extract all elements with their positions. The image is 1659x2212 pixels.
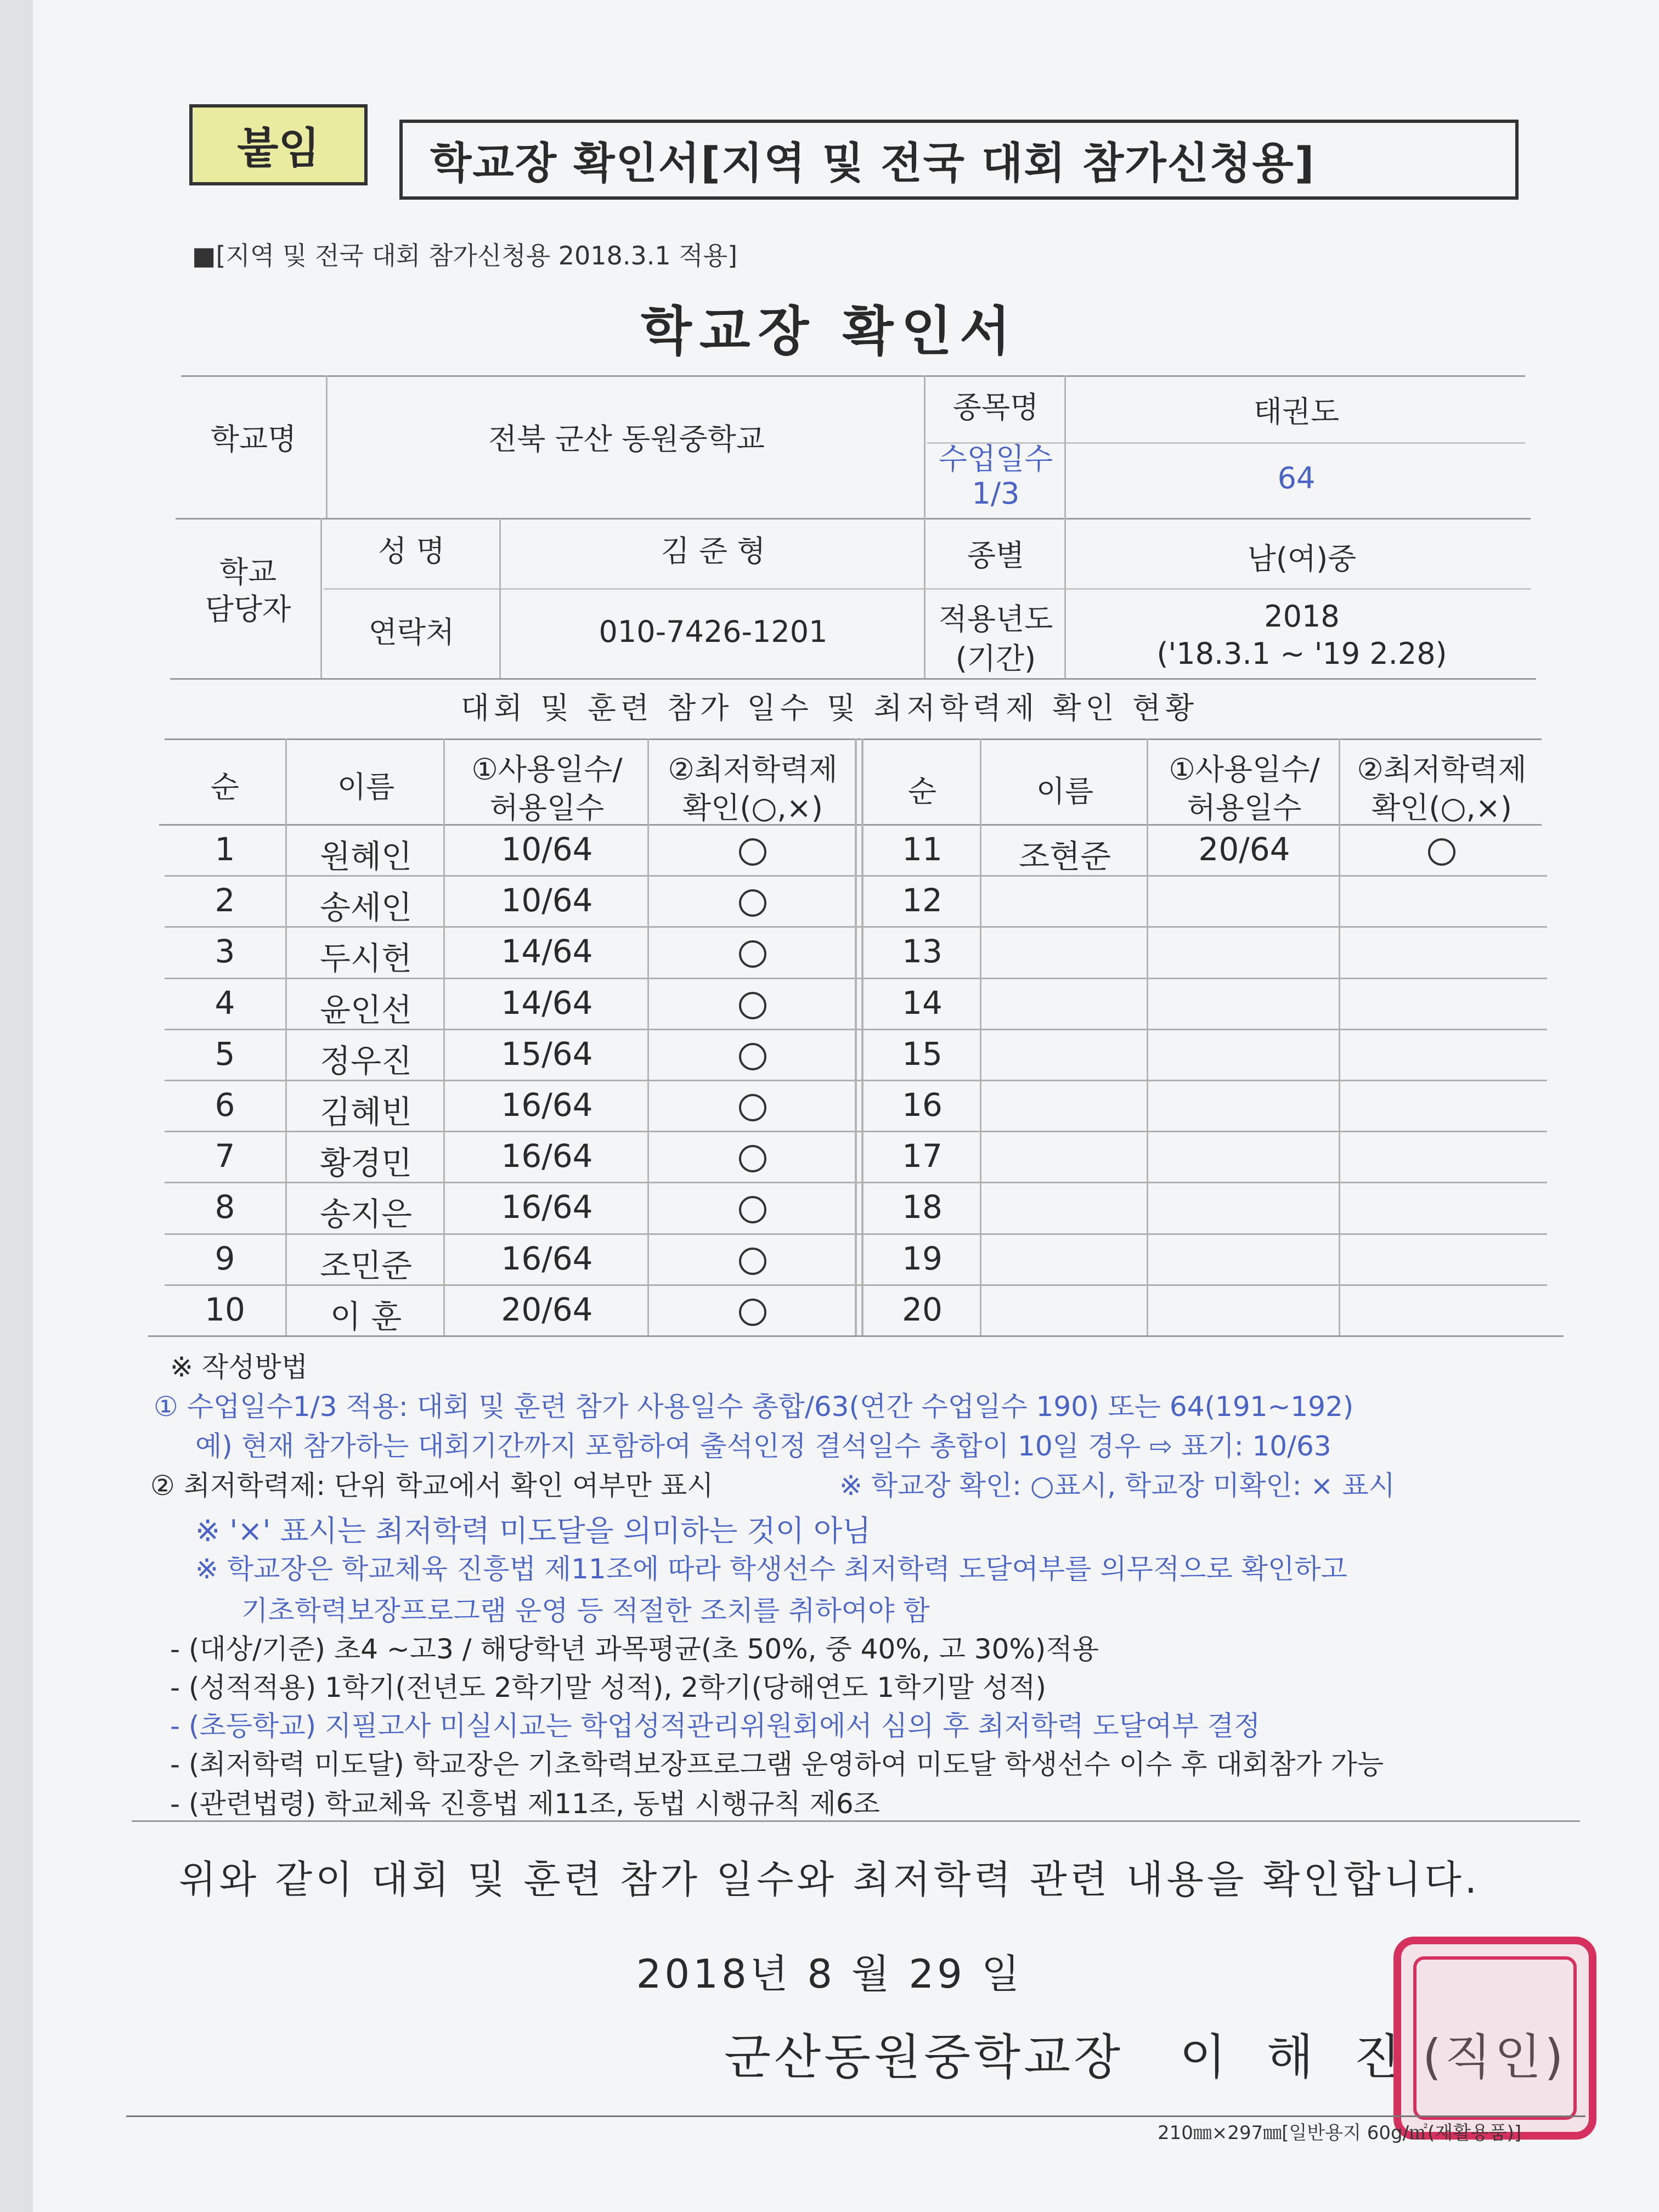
header-min-left-2: 확인(○,×) (682, 791, 823, 825)
principal-signature-line: 군산동원중학교장 이 해 진 (직인) (724, 2029, 1567, 2085)
left-row-check-circle (739, 1094, 766, 1121)
left-row-no: 5 (215, 1035, 235, 1073)
left-row-check-circle (739, 992, 766, 1019)
header-seq-left: 순 (210, 770, 240, 804)
left-row-no: 8 (215, 1188, 235, 1226)
left-row-days: 15/64 (501, 1035, 593, 1073)
left-row-check-circle (739, 1299, 766, 1326)
right-row-no: 19 (902, 1239, 943, 1277)
header-min-left-1: ②최저학력제 (668, 752, 838, 787)
table-row-divider (856, 926, 1547, 928)
sport-label: 종목명 (952, 390, 1039, 425)
table-row-divider (856, 875, 1547, 877)
attachment-tag (189, 104, 368, 185)
left-row-days: 10/64 (501, 882, 593, 919)
page-title: 학교장 확인서 (641, 301, 1018, 362)
manager-name-value: 김 준 형 (661, 534, 766, 568)
table-col-2 (443, 738, 445, 1335)
name-label: 성 명 (378, 534, 445, 568)
header-used-right-2: 허용일수 (1187, 791, 1302, 825)
note-1-line-1: ① 수업일수1/3 적용: 대회 및 훈련 참가 사용일수 총합/63(연간 수업일수 190) 또는 64(191~192) (154, 1391, 1354, 1423)
right-row-no: 14 (902, 984, 943, 1022)
detail-3: - (초등학교) 지필고사 미실시교는 학업성적관리위원회에서 심의 후 최저학력 도달여부 결정 (170, 1710, 1261, 1742)
right-row-no: 18 (902, 1188, 943, 1226)
left-row-no: 9 (215, 1239, 235, 1277)
detail-5: - (관련법령) 학교체육 진흥법 제11조, 동법 시행규칙 제6조 (170, 1788, 880, 1820)
year-label-2: (기간) (955, 641, 1036, 676)
year-value-1: 2018 (1264, 599, 1340, 634)
table-row-divider (165, 1284, 855, 1286)
info-col-1 (326, 375, 328, 518)
issue-date: 2018년 8 월 29 일 (636, 1951, 1023, 1997)
note-2-line-2: ※ 학교장 확인: ○표시, 학교장 미확인: × 표시 (839, 1470, 1395, 1502)
header-name-left: 이름 (337, 770, 395, 804)
left-row-check-circle (739, 1043, 766, 1070)
table-line-top (165, 738, 1542, 740)
info-col-3 (924, 375, 926, 678)
right-row-name: 조현준 (1018, 838, 1111, 875)
class-days-label-2: 1/3 (972, 476, 1020, 511)
attachment-tag-label: 붙임 (237, 124, 320, 173)
table-col-6 (1147, 738, 1148, 1335)
header-name-right: 이름 (1036, 774, 1094, 809)
notes-heading: ※ 작성방법 (170, 1351, 308, 1383)
sport-value: 태권도 (1253, 394, 1340, 429)
right-row-check-circle (1428, 838, 1455, 866)
class-days-label-1: 수업일수 (938, 442, 1053, 476)
detail-1: - (대상/기준) 초4 ~고3 / 해당학년 과목평균(초 50%, 중 40%, 고 30%)적용 (170, 1633, 1099, 1665)
document-heading: 학교장 확인서[지역 및 전국 대회 참가신청용] (430, 139, 1316, 188)
school-name-value: 전북 군산 동원중학교 (488, 422, 765, 456)
table-row-divider (856, 1284, 1547, 1286)
left-row-days: 20/64 (501, 1290, 593, 1328)
official-seal-stamp (1393, 1937, 1596, 2140)
school-name-label: 학교명 (210, 422, 297, 456)
contact-value: 010-7426-1201 (599, 614, 828, 649)
table-col-mid-a (855, 738, 857, 1335)
info-col-1b (320, 518, 322, 678)
gender-value: 남(여)중 (1247, 541, 1357, 576)
right-row-no: 11 (902, 831, 943, 868)
info-line-top (181, 375, 1525, 377)
left-row-days: 14/64 (501, 984, 593, 1022)
left-row-no: 4 (215, 984, 235, 1022)
header-used-left-1: ①사용일수/ (471, 752, 623, 787)
left-row-name: 송세인 (319, 889, 413, 927)
table-row-divider (165, 926, 855, 928)
left-row-no: 7 (215, 1137, 235, 1175)
left-row-no: 3 (215, 933, 235, 970)
note-3: ※ '×' 표시는 최저학력 미도달을 의미하는 것이 아님 (195, 1514, 871, 1548)
table-row-divider (165, 978, 855, 979)
left-row-no: 10 (205, 1290, 245, 1328)
table-row-divider (856, 1131, 1547, 1132)
manager-label-2: 담당자 (205, 592, 291, 627)
seal-inner-border (1413, 1956, 1577, 2120)
gender-label: 종별 (967, 538, 1025, 573)
year-value-2: ('18.3.1 ~ '19 2.28) (1156, 636, 1447, 671)
header-min-right-2: 확인(○,×) (1372, 791, 1512, 825)
footer-divider (126, 2115, 1585, 2117)
confirmation-statement: 위와 같이 대회 및 훈련 참가 일수와 최저학력 관련 내용을 확인합니다. (178, 1857, 1481, 1902)
info-col-4 (1064, 375, 1066, 678)
header-used-left-2: 허용일수 (489, 791, 605, 825)
left-row-no: 6 (215, 1086, 235, 1124)
note-2-line-1: ② 최저학력제: 단위 학교에서 확인 여부만 표시 (150, 1470, 714, 1502)
left-row-check-circle (739, 889, 766, 917)
table-col-mid-b (861, 738, 864, 1335)
left-row-name: 송지은 (319, 1195, 413, 1233)
info-line-mid (176, 518, 1531, 520)
left-row-name: 정우진 (319, 1042, 413, 1080)
left-row-name: 김혜빈 (319, 1093, 413, 1131)
left-row-days: 16/64 (501, 1239, 593, 1277)
left-row-name: 조민준 (319, 1246, 413, 1284)
status-section-title: 대회 및 훈련 참가 일수 및 최저학력제 확인 현황 (460, 691, 1199, 725)
table-col-7 (1339, 738, 1340, 1335)
table-row-divider (165, 1080, 855, 1081)
left-row-check-circle (739, 838, 766, 866)
application-note: ■[지역 및 전국 대회 참가신청용 2018.3.1 적용] (192, 241, 738, 270)
right-row-no: 13 (902, 933, 943, 970)
table-row-divider (856, 1080, 1547, 1081)
note-4-line-1: ※ 학교장은 학교체육 진흥법 제11조에 따라 학생선수 최저학력 도달여부를 의무적으로 확인하고 (195, 1553, 1347, 1585)
left-row-days: 16/64 (501, 1086, 593, 1124)
left-row-days: 16/64 (501, 1188, 593, 1226)
table-row-divider (165, 1233, 855, 1235)
left-row-check-circle (739, 1145, 766, 1172)
right-row-no: 20 (902, 1290, 943, 1328)
document-heading-box (399, 120, 1519, 200)
detail-4: - (최저학력 미도달) 학교장은 기초학력보장프로그램 운영하여 미도달 학생선수 이수 후 대회참가 가능 (170, 1748, 1384, 1780)
header-seq-right: 순 (907, 774, 937, 809)
table-row-divider (856, 1029, 1547, 1030)
table-row-divider (856, 1182, 1547, 1183)
notes-divider (132, 1820, 1580, 1822)
left-row-name: 두시헌 (319, 940, 413, 978)
info-line-bottom (170, 678, 1536, 680)
right-row-no: 12 (902, 882, 943, 919)
note-4-line-2: 기초학력보장프로그램 운영 등 적절한 조치를 취하여야 함 (241, 1595, 930, 1627)
table-row-divider (856, 1233, 1547, 1235)
info-col-2 (499, 518, 501, 678)
detail-2: - (성적적용) 1학기(전년도 2학기말 성적), 2학기(당해연도 1학기말 성적) (170, 1672, 1046, 1703)
left-row-days: 16/64 (501, 1137, 593, 1175)
table-row-divider (165, 875, 855, 877)
table-col-3 (647, 738, 649, 1335)
info-line-name (324, 588, 1531, 590)
manager-label-1: 학교 (219, 555, 277, 589)
header-min-right-1: ②최저학력제 (1357, 752, 1527, 787)
table-row-divider (165, 1131, 855, 1132)
left-row-name: 이 훈 (330, 1297, 402, 1335)
year-label-1: 적용년도 (938, 602, 1053, 636)
contact-label: 연락처 (368, 615, 455, 650)
table-col-5 (980, 738, 981, 1335)
left-row-days: 10/64 (501, 831, 593, 868)
left-row-check-circle (739, 1248, 766, 1275)
right-row-no: 16 (902, 1086, 943, 1124)
header-used-right-1: ①사용일수/ (1169, 752, 1320, 787)
right-row-days: 20/64 (1198, 831, 1290, 868)
table-col-1 (285, 738, 287, 1335)
left-row-name: 원혜인 (319, 838, 413, 875)
class-days-value: 64 (1277, 461, 1316, 495)
left-row-days: 14/64 (501, 933, 593, 970)
table-row-divider (165, 1029, 855, 1030)
left-row-name: 황경민 (319, 1144, 413, 1182)
paper-spec: 210㎜×297㎜[일반용지 60g/㎡(재활용품)] (1158, 2122, 1522, 2144)
right-row-no: 17 (902, 1137, 943, 1175)
right-row-no: 15 (902, 1035, 943, 1073)
table-row-divider (165, 1182, 855, 1183)
left-row-no: 1 (215, 831, 235, 868)
left-row-no: 2 (215, 882, 235, 919)
note-1-line-2: 예) 현재 참가하는 대회기간까지 포함하여 출석인정 결석일수 총합이 10일 경우 ⇨ 표기: 10/63 (195, 1430, 1331, 1462)
left-row-name: 윤인선 (319, 991, 413, 1029)
table-row-divider (856, 978, 1547, 979)
